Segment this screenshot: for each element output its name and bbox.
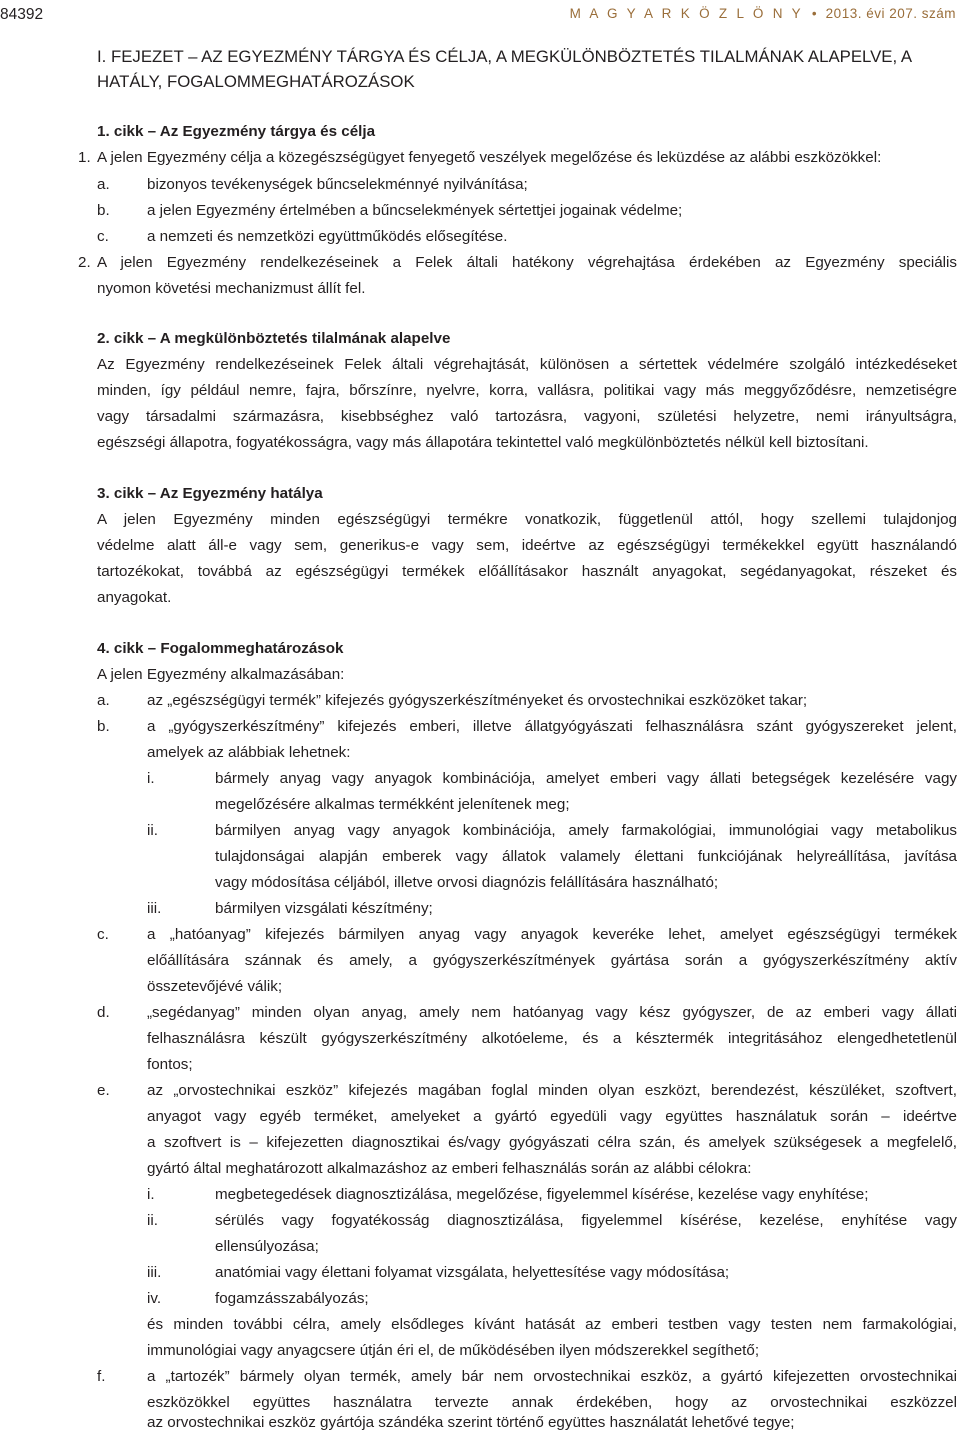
article-1-heading: 1. cikk – Az Egyezmény tárgya és célja (97, 123, 376, 140)
definition-line: a szoftvert is – kifejezetten diagnosztikai és/vagy gyógyászati célra szán, és amelyek szükségesek a megfelelő, (147, 1134, 957, 1151)
sublist-line: ellensúlyozása; (215, 1238, 319, 1255)
list-marker: a. (97, 176, 110, 193)
paragraph-line: minden, így például nemre, fajra, bőrszínre, nyelvre, korra, vallásra, politikai vagy más meggyőződésre, nemzetiségre (97, 382, 957, 399)
definition-line: a „gyógyszerkészítmény” kifejezés emberi, illetve állatgyógyászati felhasználásra szánt gyógyszereket jelent, (147, 718, 957, 735)
list-item: a nemzeti és nemzetközi együttműködés elősegítése. (147, 228, 508, 245)
list-marker: d. (97, 1004, 110, 1021)
definition-line: fontos; (147, 1056, 193, 1073)
list-marker: a. (97, 692, 110, 709)
sublist-line: bármely anyag vagy anyagok kombinációja, amelyet emberi vagy állati betegségek kezelésére vagy (215, 770, 957, 787)
sublist-marker: iii. (147, 1264, 162, 1281)
sublist-marker: iv. (147, 1290, 162, 1307)
definition-line: immunológiai vagy anyagcsere útján éri el, de működésében ilyen módszerekkel segíthető; (147, 1342, 760, 1359)
list-marker: c. (97, 228, 109, 245)
paragraph-line: egészségi állapotra, fogyatékosságra, vagy más állapotára tekintettel való megkülönböztetés nélkül kell biztosítani. (97, 434, 869, 451)
definition-line: eszközökkel együttes használatra tervezte annak érdekében, hogy az orvostechnikai eszközzel (147, 1394, 957, 1411)
journal-name: M A G Y A R K Ö Z L Ö N Y (569, 6, 804, 21)
paragraph-line: vagy társadalmi származásra, kisebbséghez való tartozásra, vagyoni, születési helyzetre, nemi irányultságra, (97, 408, 957, 425)
sublist-marker: ii. (147, 822, 158, 839)
bullet-separator: • (807, 6, 822, 21)
sublist-marker: i. (147, 770, 155, 787)
definition-line: anyagot vagy egyéb terméket, amelyeket a gyártó egyedüli vagy együttes használatuk során – ideértve (147, 1108, 957, 1125)
article-4-heading: 4. cikk – Fogalommeghatározások (97, 640, 344, 657)
paragraph: A jelen Egyezmény alkalmazásában: (97, 666, 345, 683)
paragraph: A jelen Egyezmény célja a közegészségügyet fenyegető veszélyek megelőzése és leküzdése az alábbi eszközökkel: (97, 149, 882, 166)
paragraph-line: tartozékokat, továbbá az egészségügyi termékek előállításakor használt anyagokat, segédanyagokat, részeket és (97, 563, 957, 580)
article-3-heading: 3. cikk – Az Egyezmény hatálya (97, 485, 323, 502)
sublist-marker: iii. (147, 900, 162, 917)
sublist-line: megelőzésére alkalmas termékként jelenítenek meg; (215, 796, 570, 813)
page-number: 84392 (0, 6, 44, 23)
sublist-marker: ii. (147, 1212, 158, 1229)
list-marker: f. (97, 1368, 106, 1385)
definition-line: előállítására szánnak és amely, a gyógyszerkészítmények gyártása során a gyógyszerkészítmény aktív (147, 952, 957, 969)
list-item: a jelen Egyezmény értelmében a bűncselekmények sértettjei jogainak védelme; (147, 202, 683, 219)
definition-line: a „tartozék” bármely olyan termék, amely bár nem orvostechnikai eszköz, a gyártó kifejezetten orvostechnikai (147, 1368, 957, 1385)
paragraph-line: A jelen Egyezmény minden egészségügyi termékre vonatkozik, függetlenül attól, hogy szellemi tulajdonjog (97, 511, 957, 528)
paragraph-line: anyagokat. (97, 589, 172, 606)
sublist-line: megbetegedések diagnosztizálása, megelőzése, figyelemmel kísérése, kezelése vagy enyhítése; (215, 1186, 869, 1203)
definition-item: az „egészségügyi termék” kifejezés gyógyszerkészítményeket és orvostechnikai eszközöket takar; (147, 692, 808, 709)
definition-line: gyártó által meghatározott alkalmazáshoz az emberi felhasználás során az alábbi célokra: (147, 1160, 752, 1177)
list-number: 1. (78, 149, 91, 166)
paragraph-line: nyomon követési mechanizmust állít fel. (97, 280, 366, 297)
sublist-line: tulajdonságai alapján emberek vagy állatok valamely élettani funkciójának helyreállítása, javítása (215, 848, 957, 865)
list-marker: e. (97, 1082, 110, 1099)
definition-line: az orvostechnikai eszköz gyártója szándéka szerint történő együttes használatát lehetővé tegye; (147, 1414, 795, 1431)
sublist-line: bármilyen vizsgálati készítmény; (215, 900, 433, 917)
sublist-line: fogamzásszabályozás; (215, 1290, 369, 1307)
chapter-title: I. FEJEZET – AZ EGYEZMÉNY TÁRGYA ÉS CÉLJA, A MEGKÜLÖNBÖZTETÉS TILALMÁNAK ALAPELVE, A HATÁLY, FOGALOMMEGHATÁROZÁSOK (97, 47, 912, 91)
sublist-line: anatómiai vagy élettani folyamat vizsgálata, helyettesítése vagy módosítása; (215, 1264, 730, 1281)
paragraph-line: Az Egyezmény rendelkezéseinek Felek általi végrehajtását, különösen a sértettek védelmére szolgáló intézkedéseket (97, 356, 957, 373)
running-header (570, 6, 956, 21)
list-item: bizonyos tevékenységek bűncselekménnyé nyilvánítása; (147, 176, 528, 193)
definition-line: összetevőjévé válik; (147, 978, 283, 995)
paragraph-line: védelme alatt áll-e vagy sem, generikus-e vagy sem, ideértve az egészségügyi termékekkel együtt használandó (97, 537, 957, 554)
list-marker: c. (97, 926, 109, 943)
list-number: 2. (78, 254, 91, 271)
definition-line: az „orvostechnikai eszköz” kifejezés magában foglal minden olyan eszközt, berendezést, készüléket, szoftvert, (147, 1082, 957, 1099)
article-2-heading: 2. cikk – A megkülönböztetés tilalmának alapelve (97, 330, 451, 347)
paragraph-line: A jelen Egyezmény rendelkezéseinek a Felek általi hatékony végrehajtása érdekében az Egyezmény speciális (97, 254, 957, 271)
definition-line: amelyek az alábbiak lehetnek: (147, 744, 351, 761)
list-marker: b. (97, 202, 110, 219)
definition-line: és minden további célra, amely elsődleges kívánt hatását az emberi testben vagy testen nem farmakológiai, (147, 1316, 957, 1333)
definition-line: felhasználásra készült gyógyszerkészítmény alkotóeleme, és a késztermék integritásához elengedhetetlenül (147, 1030, 957, 1047)
sublist-line: vagy módosítása céljából, illetve orvosi diagnózis felállítására használható; (215, 874, 719, 891)
issue-number: 2013. évi 207. szám (825, 6, 956, 21)
list-marker: b. (97, 718, 110, 735)
definition-line: a „hatóanyag” kifejezés bármilyen anyag vagy anyagok keveréke lehet, amelyet egészségügyi termékek (147, 926, 957, 943)
sublist-line: sérülés vagy fogyatékosság diagnosztizálása, figyelemmel kísérése, kezelése, enyhítése vagy (215, 1212, 957, 1229)
sublist-marker: i. (147, 1186, 155, 1203)
sublist-line: bármilyen anyag vagy anyagok kombinációja, amely farmakológiai, immunológiai vagy metabolikus (215, 822, 957, 839)
definition-line: „segédanyag” minden olyan anyag, amely nem hatóanyag vagy kész gyógyszer, de az emberi vagy állati (147, 1004, 957, 1021)
